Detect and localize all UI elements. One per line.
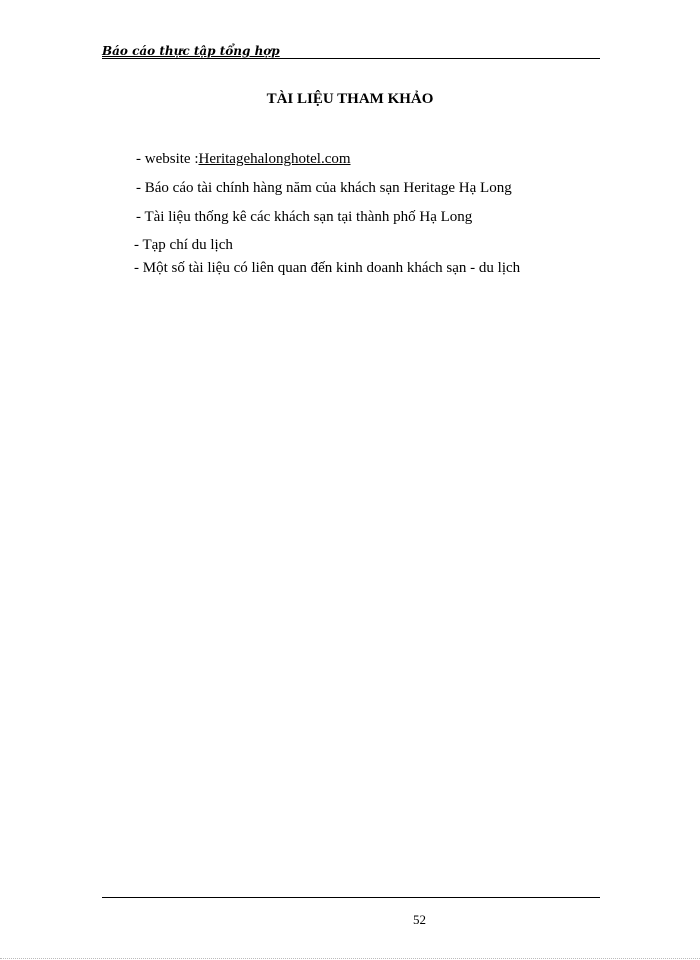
header-divider	[102, 58, 600, 59]
reference-website-prefix: - website :	[136, 151, 199, 167]
page-title: TÀI LIỆU THAM KHẢO	[266, 91, 434, 107]
reference-website-link[interactable]: Heritagehalonghotel.com	[198, 151, 351, 167]
reference-item: - Tài liệu thống kê các khách sạn tại thành phố Hạ Long	[136, 209, 473, 225]
reference-item: - Một số tài liệu có liên quan đến kinh doanh khách sạn - du lịch	[134, 260, 521, 276]
page-bottom-edge	[0, 958, 700, 959]
running-header: Báo cáo thực tập tổng hợp	[102, 44, 280, 58]
reference-website	[136, 150, 351, 168]
page-number: 52	[413, 912, 426, 927]
reference-item: - Tạp chí du lịch	[134, 237, 233, 253]
footer-divider	[102, 897, 600, 898]
reference-item: - Báo cáo tài chính hàng năm của khách sạn Heritage Hạ Long	[136, 180, 512, 196]
